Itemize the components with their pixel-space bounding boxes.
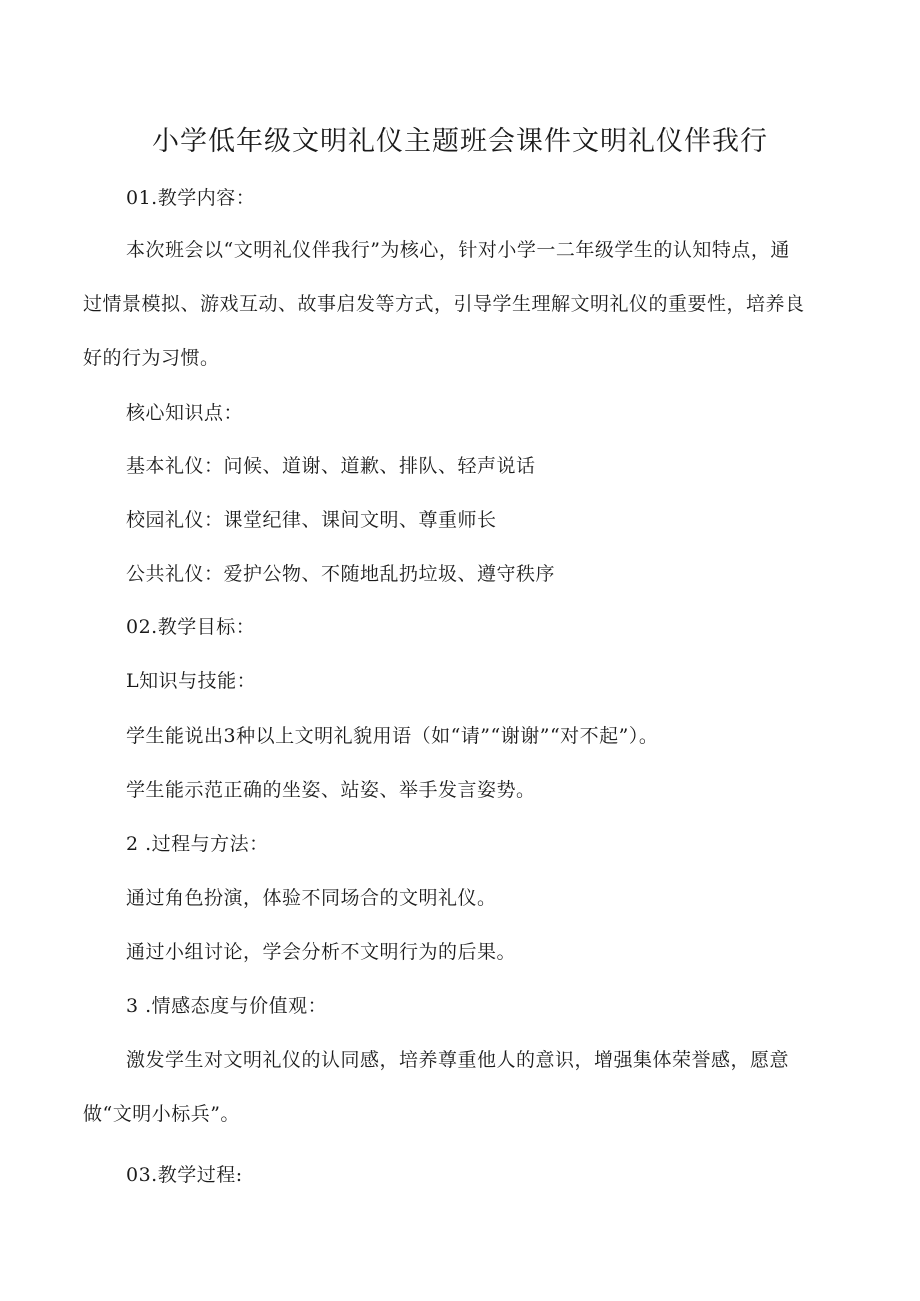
goal-subheading: 3 .情感态度与价值观： xyxy=(126,995,328,1017)
core-point-item: 公共礼仪：爱护公物、不随地乱扔垃圾、遵守秩序 xyxy=(126,563,556,585)
paragraph-line: 本次班会以“文明礼仪伴我行”为核心，针对小学一二年级学生的认知特点，通 xyxy=(126,239,790,261)
core-point-item: 校园礼仪：课堂纪律、课间文明、尊重师长 xyxy=(126,509,497,531)
paragraph-line: 做“文明小标兵”。 xyxy=(83,1103,240,1125)
paragraph-line: 过情景模拟、游戏互动、故事启发等方式，引导学生理解文明礼仪的重要性，培养良 xyxy=(83,293,805,315)
goal-subheading: L知识与技能： xyxy=(126,670,257,692)
core-points-heading: 核心知识点： xyxy=(126,402,244,424)
goal-item: 通过角色扮演，体验不同场合的文明礼仪。 xyxy=(126,887,497,909)
goal-item: 通过小组讨论，学会分析不文明行为的后果。 xyxy=(126,941,517,963)
document-title: 小学低年级文明礼仪主题班会课件文明礼仪伴我行 xyxy=(152,126,768,157)
core-point-item: 基本礼仪：问候、道谢、道歉、排队、轻声说话 xyxy=(126,455,536,477)
goal-item: 学生能示范正确的坐姿、站姿、举手发言姿势。 xyxy=(126,779,536,801)
goal-item: 学生能说出3种以上文明礼貌用语（如“请”“谢谢”“对不起”）。 xyxy=(126,725,659,747)
section-heading-goals: 02.教学目标： xyxy=(126,616,256,638)
section-heading-content: 01.教学内容： xyxy=(126,187,256,209)
paragraph-line: 激发学生对文明礼仪的认同感，培养尊重他人的意识，增强集体荣誉感，愿意 xyxy=(126,1049,790,1071)
section-heading-process: 03.教学过程: xyxy=(126,1164,243,1186)
goal-subheading: 2 .过程与方法： xyxy=(126,833,269,855)
paragraph-line: 好的行为习惯。 xyxy=(83,347,220,369)
